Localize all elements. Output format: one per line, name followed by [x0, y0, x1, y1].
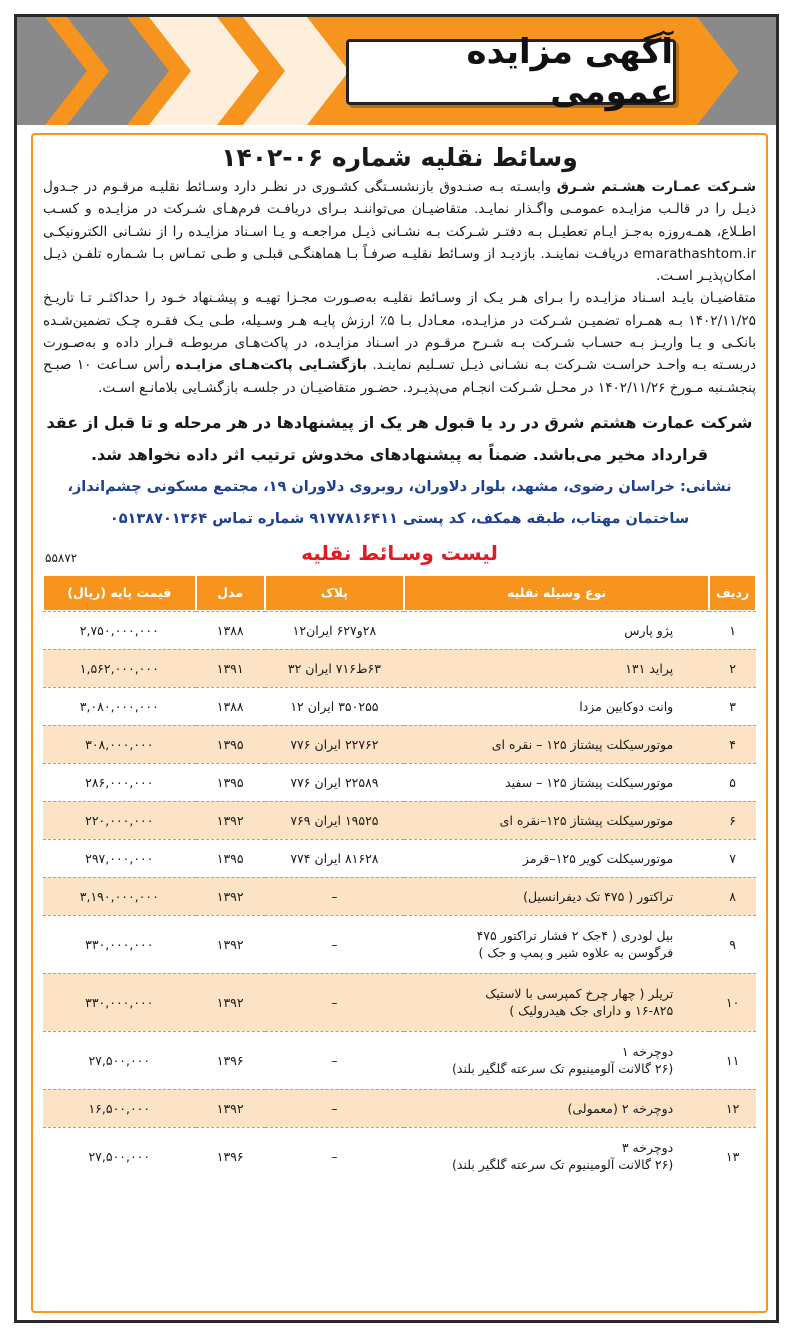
base-price: ۳۰۸,۰۰۰,۰۰۰	[43, 725, 196, 763]
plate-number: ۲۲۷۶۲ ایران ۷۷۶	[265, 725, 404, 763]
base-price: ۱,۵۶۲,۰۰۰,۰۰۰	[43, 649, 196, 687]
model-year: ۱۳۸۸	[196, 687, 265, 725]
table-row	[43, 725, 756, 763]
plate-number: ۲۲۵۸۹ ایران ۷۷۶	[265, 763, 404, 801]
vehicle-name	[404, 973, 709, 1031]
table-row	[43, 649, 756, 687]
plate-number: –	[265, 877, 404, 915]
model-year: ۱۳۹۲	[196, 1089, 265, 1127]
vehicle-name	[404, 649, 709, 687]
plate-number: –	[265, 1089, 404, 1127]
row-number: ۹	[709, 915, 756, 973]
company-name: شـرکت عمـارت هشـتم شـرق	[556, 179, 756, 195]
vehicle-name-line-1: موتورسیکلت پیشتاز ۱۲۵–نقره ای	[499, 812, 674, 828]
paragraph-intro	[43, 176, 756, 287]
list-title: لیست وسـائط نقلیه	[301, 540, 498, 565]
vehicle-name-line-1: دوچرخه ۱	[621, 1044, 674, 1060]
ad-number: ۵۵۸۷۲	[45, 550, 78, 565]
table-row	[43, 1127, 756, 1185]
row-number: ۸	[709, 877, 756, 915]
plate-number: ۳۵۰۲۵۵ ایران ۱۲	[265, 687, 404, 725]
col-price: قیمت پایه (ریال)	[43, 575, 196, 611]
plate-number: –	[265, 1127, 404, 1185]
row-number: ۵	[709, 763, 756, 801]
vehicle-name-line-2: (۲۶ گالانت آلومینیوم تک سرعته گلگیر بلند)	[452, 1061, 674, 1077]
vehicle-name-line-2: (۲۶ گالانت آلومینیوم تک سرعته گلگیر بلند)	[452, 1157, 674, 1173]
ad-content	[31, 133, 768, 1313]
plate-number: ۱۹۵۲۵ ایران ۷۶۹	[265, 801, 404, 839]
table-row	[43, 1089, 756, 1127]
model-year: ۱۳۹۲	[196, 877, 265, 915]
terms-text-b: رأس سـاعت ۱۰ صبـح پنجشـنبه مـورخ ۱۴۰۲/۱۱/۲۶ در محـل شـرکت انجـام می‌پذیـرد. حضـور متقاضیـان در جلسـه بازگشـایی بلامانـع اسـت.	[43, 357, 756, 396]
base-price: ۳۳۰,۰۰۰,۰۰۰	[43, 973, 196, 1031]
table-row	[43, 687, 756, 725]
vehicle-name-line-2: فرگوسن به علاوه شیر و پمپ و جک )	[478, 945, 674, 961]
col-vehicle-type: نوع وسیله نقلیه	[404, 575, 709, 611]
plate-number: –	[265, 915, 404, 973]
row-number: ۱۱	[709, 1031, 756, 1089]
plate-number: ۸۱۶۲۸ ایران ۷۷۴	[265, 839, 404, 877]
vehicle-name-line-2: ۱۶-۸۲۵ و دارای جک هیدرولیک )	[509, 1003, 674, 1019]
row-number: ۱۲	[709, 1089, 756, 1127]
model-year: ۱۳۹۵	[196, 839, 265, 877]
row-number: ۱۰	[709, 973, 756, 1031]
title-box	[346, 32, 676, 112]
table-row	[43, 839, 756, 877]
vehicle-name	[404, 1031, 709, 1089]
base-price: ۲۲۰,۰۰۰,۰۰۰	[43, 801, 196, 839]
plate-number: –	[265, 1031, 404, 1089]
row-number: ۱	[709, 611, 756, 649]
row-number: ۲	[709, 649, 756, 687]
base-price: ۳,۰۸۰,۰۰۰,۰۰۰	[43, 687, 196, 725]
model-year: ۱۳۹۵	[196, 763, 265, 801]
table-row	[43, 915, 756, 973]
notice-line-1: شرکت عمارت هشتم شرق در رد یا قبول هر یک از پیشنهادها در هر مرحله و تا قبل از عقد	[46, 412, 753, 432]
table-row	[43, 973, 756, 1031]
vehicle-name-line-1: موتورسیکلت پیشتاز ۱۲۵ – سفید	[505, 774, 674, 790]
ad-frame	[14, 14, 779, 1323]
row-number: ۴	[709, 725, 756, 763]
model-year: ۱۳۹۱	[196, 649, 265, 687]
base-price: ۳۳۰,۰۰۰,۰۰۰	[43, 915, 196, 973]
vehicle-name-line-1: موتورسیکلت پیشتاز ۱۲۵ – نقره ای	[491, 736, 674, 752]
intro-text: وابسـته بـه صنـدوق بازنشسـتگی کشـوری در نظـر دارد وسـائط نقلیـه مرقـوم در جـدول ذیـل را در قالـب مزایـده عمومـی واگـذار نمایـد. متقاضیـان می‌تواننـد بـرای دریافـت فرم‌هـای شـرکت در مزایـده و کسـب اطـلاع، همـه‌روزه به‌جـز ایـام تعطیـل بـه دفتـر شـرکت بـه نشـانی ذیـل مراجعـه و یـا اسـناد مزایـده را از نشـانی الکترونیکـی emarathashtom.ir دریافـت نماینـد. بازدیـد از وسـائط نقلیـه صرفـاً بـا هماهنگـی قبلـی و طـی تمـاس بـا شـماره تلفـن ذیـل امکان‌پذیـر اسـت.	[43, 179, 756, 285]
col-model: مدل	[196, 575, 265, 611]
notice-line-2: قرارداد مخیر می‌باشد. ضمناً به پیشنهادهای مخدوش ترتیب اثر داده نخواهد شد.	[90, 444, 709, 464]
base-price: ۲۸۶,۰۰۰,۰۰۰	[43, 763, 196, 801]
table-row	[43, 611, 756, 649]
row-number: ۳	[709, 687, 756, 725]
vehicle-name-line-1: وانت دوکابین مزدا	[579, 698, 674, 714]
model-year: ۱۳۹۲	[196, 915, 265, 973]
model-year: ۱۳۹۶	[196, 1127, 265, 1185]
vehicle-name-line-1: دوچرخه ۳	[621, 1140, 674, 1156]
vehicle-name-line-1: موتورسیکلت کویر ۱۲۵–قرمز	[522, 850, 674, 866]
vehicle-name	[404, 1127, 709, 1185]
base-price: ۱۶,۵۰۰,۰۰۰	[43, 1089, 196, 1127]
col-plate: پلاک	[265, 575, 404, 611]
table-row	[43, 801, 756, 839]
model-year: ۱۳۹۲	[196, 801, 265, 839]
vehicle-name	[404, 877, 709, 915]
ad-subtitle: وسائط نقلیه شماره ۰۶-۱۴۰۲	[221, 143, 578, 172]
table-row	[43, 877, 756, 915]
address-line-2: ساختمان مهتاب، طبقه همکف، کد پستی ۹۱۷۷۸۱۶۴۱۱ شماره تماس ۰۵۱۳۸۷۰۱۳۶۴	[109, 510, 690, 527]
terms-text-a: متقاضیـان بایـد اسـناد مزایـده را بـرای هـر یـک از وسـائط نقلیـه به‌صـورت مجـزا تهیـه و پیشـنهاد خـود را حداکثـر تـا تاریـخ ۱۴۰۲/۱۱/۲۵ بـه همـراه تضمیـن شـرکت در مزایـده، معـادل بـا ۵٪ ارزش پایـه هـر وسـیله، طـی یـک فقـره چـک تضمین‌شـده بانکـی و یـا واریـز بـه حسـاب شـرکت بـه شـرح مرقـوم در اسـناد مزایـده، در پاکت‌هـای مربوطـه قـرار داده و به‌صـورت دربسـته بـه واحـد حراسـت شـرکت بـه نشـانی ذیـل تسـلیم نماینـد.	[43, 290, 756, 374]
vehicle-name	[404, 915, 709, 973]
base-price: ۳,۱۹۰,۰۰۰,۰۰۰	[43, 877, 196, 915]
base-price: ۲۷,۵۰۰,۰۰۰	[43, 1127, 196, 1185]
vehicle-name	[404, 763, 709, 801]
vehicle-name-line-1: پژو پارس	[624, 622, 674, 638]
table-body	[43, 611, 756, 1185]
vehicle-name	[404, 839, 709, 877]
row-number: ۷	[709, 839, 756, 877]
model-year: ۱۳۸۸	[196, 611, 265, 649]
base-price: ۲,۷۵۰,۰۰۰,۰۰۰	[43, 611, 196, 649]
row-number: ۶	[709, 801, 756, 839]
table-row	[43, 763, 756, 801]
vehicle-name	[404, 611, 709, 649]
vehicle-name	[404, 687, 709, 725]
plate-number: –	[265, 973, 404, 1031]
vehicle-name	[404, 1089, 709, 1127]
model-year: ۱۳۹۲	[196, 973, 265, 1031]
row-number: ۱۳	[709, 1127, 756, 1185]
terms-bold: بازگشـایی پاکت‌هـای مزایـده	[175, 357, 367, 374]
model-year: ۱۳۹۶	[196, 1031, 265, 1089]
vehicle-name-line-1: بیل لودری ( ۴جک ۲ فشار تراکتور ۴۷۵	[476, 928, 674, 944]
plate-number: ۲۸و۶۲۷ ایران۱۲	[265, 611, 404, 649]
address-line-1: نشانی: خراسان رضوی، مشهد، بلوار دلاوران، روبروی دلاوران ۱۹، مجتمع مسکونی چشم‌انداز،	[67, 478, 732, 495]
list-header	[43, 539, 756, 575]
ad-title: آگهی مزایده عمومی	[466, 32, 673, 112]
table-header-row	[43, 575, 756, 611]
vehicle-name-line-1: تریلر ( چهار چرخ کمپرسی با لاستیک	[485, 986, 674, 1002]
base-price: ۲۹۷,۰۰۰,۰۰۰	[43, 839, 196, 877]
vehicle-name-line-1: دوچرخه ۲ (معمولی)	[567, 1100, 674, 1116]
paragraph-terms	[43, 287, 756, 398]
model-year: ۱۳۹۵	[196, 725, 265, 763]
table-row	[43, 1031, 756, 1089]
vehicle-name	[404, 801, 709, 839]
plate-number: ۶۳ط۷۱۶ ایران ۳۲	[265, 649, 404, 687]
vehicle-name	[404, 725, 709, 763]
vehicle-table	[43, 575, 756, 1185]
header-banner	[17, 17, 776, 125]
vehicle-name-line-1: پراید ۱۳۱	[625, 660, 674, 676]
base-price: ۲۷,۵۰۰,۰۰۰	[43, 1031, 196, 1089]
col-row: ردیف	[709, 575, 756, 611]
vehicle-name-line-1: تراکتور ( ۴۷۵ تک دیفرانسیل)	[523, 888, 674, 904]
